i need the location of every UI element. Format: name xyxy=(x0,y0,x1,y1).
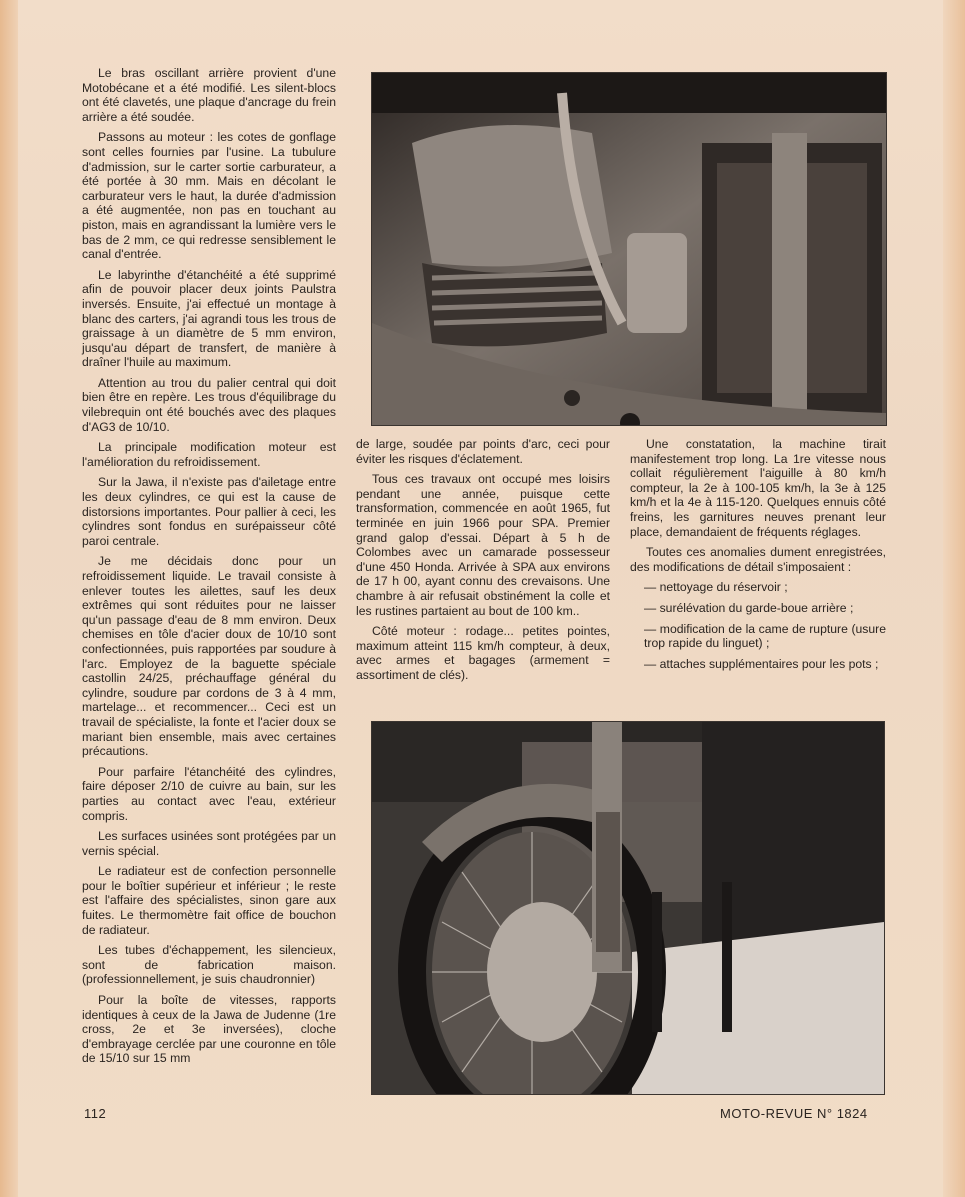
paragraph: Une constatation, la machine tirait manifestement trop long. La 1re vitesse nous collait régulièrement l'aiguille à 80 km/h compteur, la 2e à 100-105 km/h, la 3e à 125 km/h et la 4e à 115-120. Quelques ennuis côté freins, les garnitures neuves prenant leur place, demandaient de fréquents réglages. xyxy=(630,437,886,539)
page-number: 112 xyxy=(84,1106,107,1121)
paragraph: Le labyrinthe d'étanchéité a été supprimé afin de pouvoir placer deux joints Paulstra inversés. Ensuite, j'ai effectué un montage à blanc des carters, j'ai agrandi tous les trous de graissage à un diamètre de 5 mm environ, jusqu'au départ de transfert, de manière à draîner l'huile au maximum. xyxy=(82,267,336,370)
paragraph: Le radiateur est de confection personnelle pour le boîtier supérieur et inférieur ; le reste est l'affaire des spécialistes, sinon gare aux fuites. Le thermomètre fait office de bouchon de radiateur. xyxy=(82,864,336,937)
paragraph: Le bras oscillant arrière provient d'une Motobécane et a été modifié. Les silent-blocs ont été clavetés, une plaque d'ancrage du frein arrière a été soudée. xyxy=(82,66,336,124)
paragraph: La principale modification moteur est l'amélioration du refroidissement. xyxy=(82,440,336,469)
paragraph: Sur la Jawa, il n'existe pas d'ailetage entre les deux cylindres, ce qui est la cause de distorsions importantes. Pour pallier à ceci, les cylindres sont fondus en surépaisseur côté paroi centrale. xyxy=(82,475,336,548)
text-column-right xyxy=(630,437,886,677)
paragraph: Pour parfaire l'étanchéité des cylindres, faire déposer 2/10 de cuivre au bain, sur les parties au contact avec l'eau, extérieur compris. xyxy=(82,764,336,823)
paragraph: Côté moteur : rodage... petites pointes, maximum atteint 115 km/h compteur, à deux, avec armes et bagages (armement = assortiment de clés). xyxy=(356,624,610,682)
paragraph: Tous ces travaux ont occupé mes loisirs pendant une année, puisque cette transformation, commencée en août 1965, fut terminée en juin 1966 pour SPA. Premier grand galop d'essai. Départ à 5 h de Colombes avec un camarade possesseur d'une 450 Honda. Arrivée à SPA aux environs de 17 h 00, ayant connu des crevaisons. Une chambre à air refusait obstinément la colle et les rustines partaient au bout de 100 km.. xyxy=(356,472,610,618)
list-item: — surélévation du garde-boue arrière ; xyxy=(644,600,854,615)
paragraph: Passons au moteur : les cotes de gonflage sont celles fournies par l'usine. La tubulure d'admission, sur le carter sortie carburateur, a été portée à 30 mm. Mais en décolant le carburateur vers le haut, la durée d'admission a été augmentée, non pas en touchant au piston, mais en agrandissant la lumière vers le bas de 2 mm, ce qui redresse sensiblement le canal d'entrée. xyxy=(82,130,336,262)
paragraph: Je me décidais donc pour un refroidissement liquide. Le travail consiste à enlever toutes les ailettes, sauf les deux extrêmes qui sont réduites pour ne laisser qu'un passage d'eau de 8 mm environ. Deux chemises en tôle d'acier doux de 10/10 sont confectionnées, puis rapportées par soudure à l'arc. Employez de la baguette spéciale castollin 24/25, préchauffage général du cylindre, soudure par cordons de 3 à 4 mm, martelage... et recommencer... Ceci est un travail de spécialiste, la fonte et l'acier doux se mariant bien ensemble, mais avec certaines précautions. xyxy=(82,554,336,759)
front-wheel-photo xyxy=(371,721,885,1095)
list-item: — modification de la came de rupture (usure trop rapide du linguet) ; xyxy=(644,621,886,651)
engine-photo xyxy=(371,72,887,426)
paragraph: Pour la boîte de vitesses, rapports identiques à ceux de la Jawa de Judenne (1re cross, 2e et 3e inversées), cloche d'embrayage cerclée par une couronne en tôle de 15/10 sur 15 mm xyxy=(82,993,336,1066)
list-item: — attaches supplémentaires pour les pots ; xyxy=(644,656,879,671)
text-column-middle xyxy=(356,437,610,689)
text-column-left xyxy=(82,66,336,1072)
paragraph: Les surfaces usinées sont protégées par un vernis spécial. xyxy=(82,829,336,858)
paragraph: Attention au trou du palier central qui doit bien être en repère. Les trous d'équilibrage du vilebrequin ont été bouchés avec des plaques d'AG3 de 10/10. xyxy=(82,375,336,434)
paragraph: Les tubes d'échappement, les silencieux, sont de fabrication maison. (professionnellement, je suis chaudronnier) xyxy=(82,943,336,987)
page-edge-right xyxy=(943,0,965,1197)
magazine-issue: MOTO-REVUE N° 1824 xyxy=(720,1106,868,1121)
paragraph: de large, soudée par points d'arc, ceci pour éviter les risques d'éclatement. xyxy=(356,437,610,466)
list-item: — nettoyage du réservoir ; xyxy=(644,580,788,595)
paragraph: Toutes ces anomalies dument enregistrées, des modifications de détail s'imposaient : xyxy=(630,545,886,574)
page-edge-left xyxy=(0,0,18,1197)
